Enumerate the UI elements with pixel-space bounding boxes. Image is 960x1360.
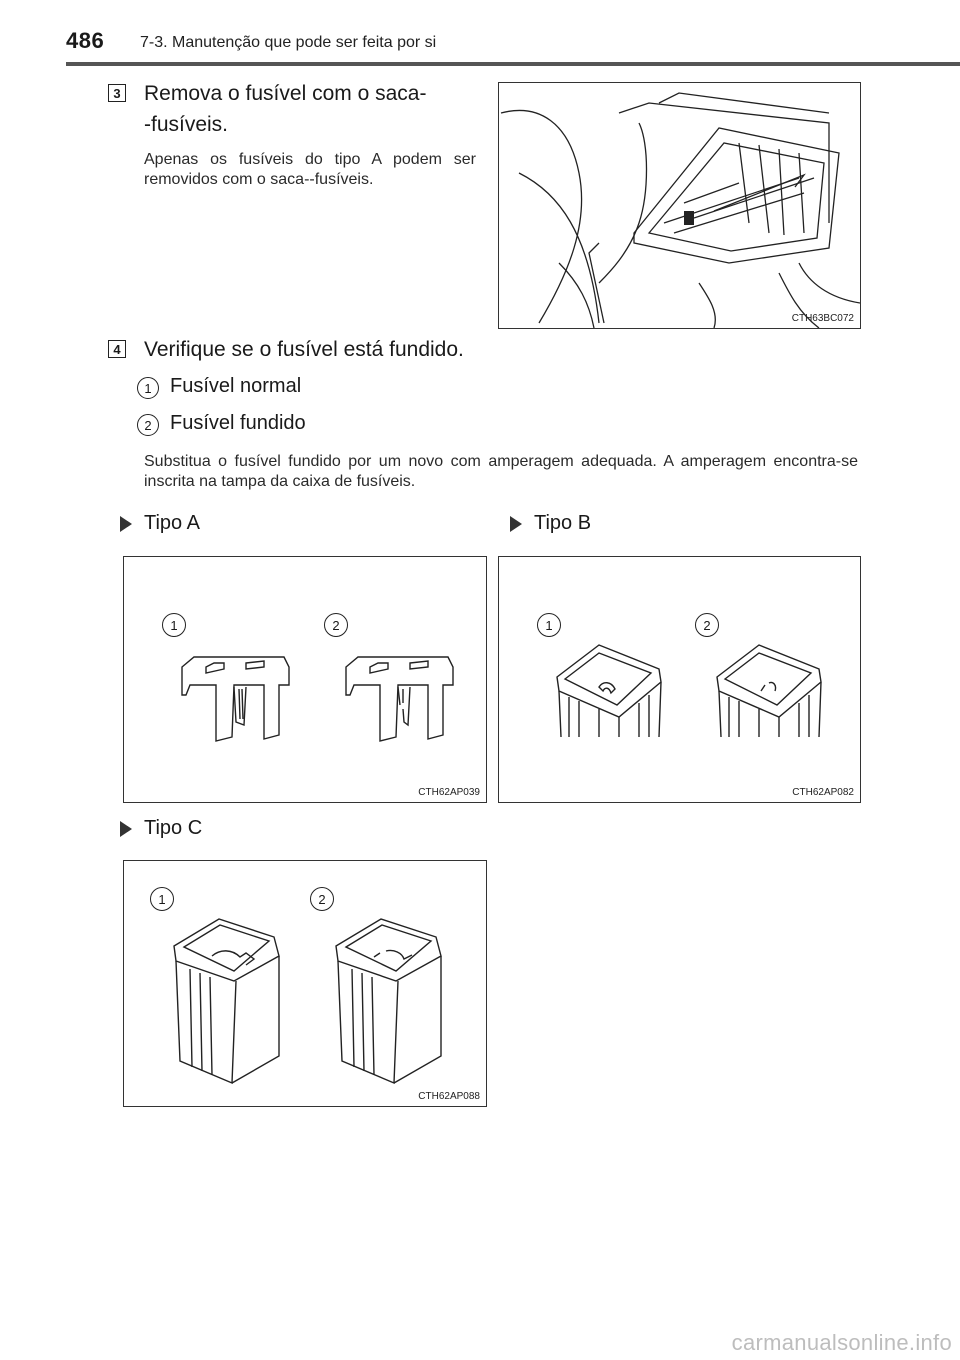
step-3-marker: 3	[108, 84, 126, 102]
type-b-label: Tipo B	[534, 512, 592, 534]
figure-code: CTH62AP039	[418, 787, 480, 798]
type-c-fuse-figure	[123, 860, 487, 1107]
step-3-title-line1: Remova o fusível com o saca-	[144, 82, 427, 105]
type-b-fuse-figure	[498, 556, 861, 803]
item-normal-fuse: Fusível normal	[170, 375, 302, 397]
bullet-triangle-icon	[120, 821, 132, 837]
figure-code: CTH63BC072	[791, 313, 854, 324]
type-a-fuses-drawing	[124, 557, 486, 802]
callout-1-marker: 1	[137, 377, 159, 399]
step-3-description: Apenas os fusíveis do tipo A podem ser removidos com o saca--fusíveis.	[144, 151, 476, 188]
type-c-label: Tipo C	[144, 817, 203, 839]
type-b-fuses-drawing	[499, 557, 860, 802]
callout-2: 2	[324, 613, 348, 637]
step-4-marker: 4	[108, 340, 126, 358]
chapter-title: 7-3. Manutenção que pode ser feita por si	[140, 34, 437, 51]
callout-2-marker: 2	[137, 414, 159, 436]
type-a-label: Tipo A	[144, 512, 200, 534]
watermark: carmanualsonline.info	[731, 1330, 952, 1355]
bullet-triangle-icon	[510, 516, 522, 532]
callout-1: 1	[150, 887, 174, 911]
step-4-title: Verifique se o fusível está fundido.	[144, 338, 464, 361]
callout-1: 1	[537, 613, 561, 637]
item-blown-fuse: Fusível fundido	[170, 412, 306, 434]
type-c-fuses-drawing	[124, 861, 486, 1106]
step-3-title-line2: -fusíveis.	[144, 113, 229, 136]
step-4-description: Substitua o fusível fundido por um novo com amperagem adequada. A amperagem encontra-se inscrita na tampa da caixa de fusíveis.	[144, 453, 858, 490]
fuse-box-drawing	[499, 83, 860, 328]
header-rule	[66, 62, 960, 66]
bullet-triangle-icon	[120, 516, 132, 532]
step-3-title	[144, 78, 484, 140]
callout-2: 2	[695, 613, 719, 637]
callout-1: 1	[162, 613, 186, 637]
page-number: 486	[66, 28, 105, 53]
callout-2: 2	[310, 887, 334, 911]
figure-code: CTH62AP088	[418, 1091, 480, 1102]
figure-code: CTH62AP082	[792, 787, 854, 798]
fuse-box-illustration	[498, 82, 861, 329]
type-a-fuse-figure	[123, 556, 487, 803]
